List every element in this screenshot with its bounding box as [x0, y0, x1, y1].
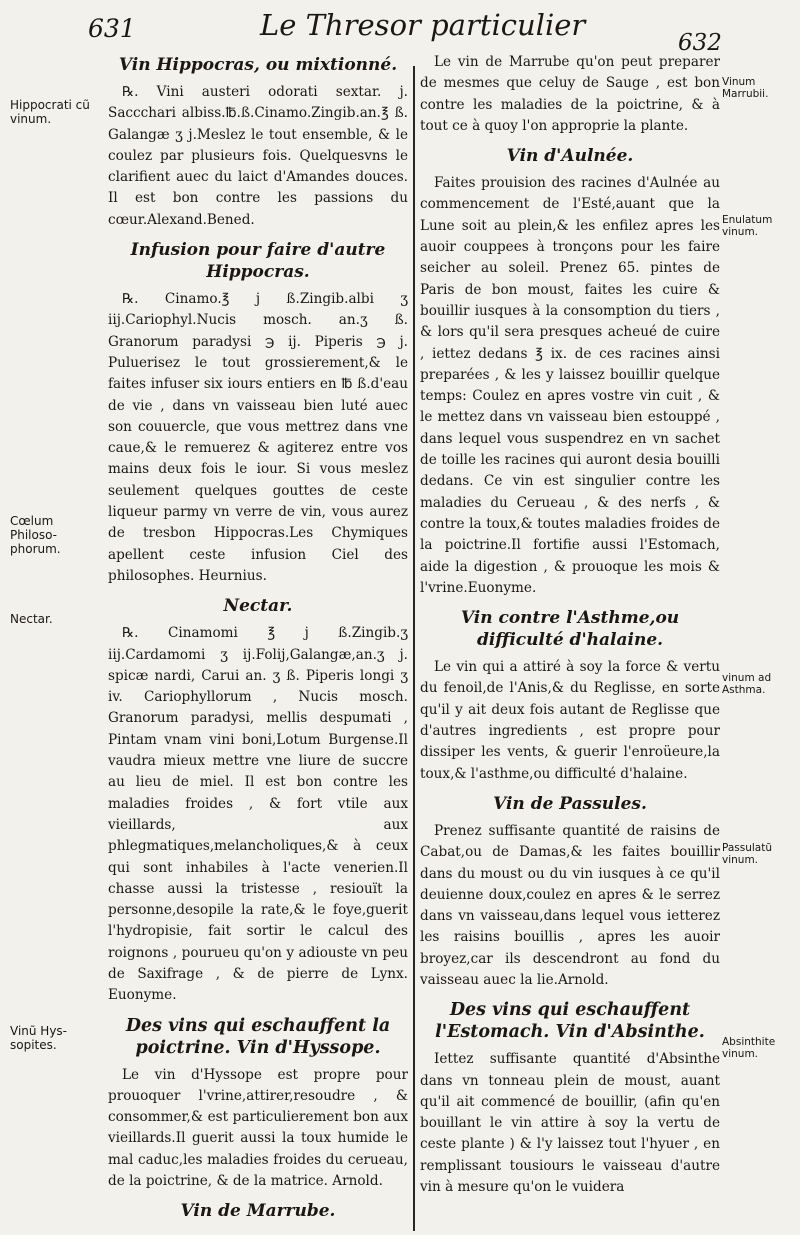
- heading-vins-poictrine: Des vins qui eschauffent la poictrine. Vin d'Hyssope.: [125, 1015, 391, 1058]
- paragraph-nectar: ℞. Cinamomi ℥ j ß.Zingib.ʒ iij.Cardamomi ʒ ij.Folij,Galangæ,an.ʒ j. spicæ nardi, Carui an. ʒ ß. Piperis longi ʒ iv. Cariophyllorum , Nucis mosch. Granorum paradysi, mellis despumati , Pintam vnam vini boni,Lotum Burgense.Il vaudra mieux mettre vne liure de succre au lieu de miel. Il est bon contre les maladies froides , & fort vtile aux vieillards, aux phlegmatiques,melancholiques,& à ceux qui sont inhabiles à l'acte venerien.Il chasse aussi la tristesse , resiouït la personne,desopile la rate,& le foye,guerit l'hydropisie, fait sortir le calcul des roignons , pourueu qu'on y adiouste vn peu de Saxifrage , & de pierre de Lynx. Euonyme.: [108, 625, 408, 1004]
- paragraph-infusion: ℞. Cinamo.℥ j ß.Zingib.albi ʒ iij.Cariophyl.Nucis mosch. an.ʒ ß. Granorum paradysi ℈ ij. Piperis ℈ j. Puluerisez le tout grossierement,& le faites infuser six iours entiers en ℔ ß.d'eau de vie , dans vn vaisseau bien luté auec son couuercle, que vous mettrez dans vne caue,& le remuerez & agiterez entre vos mains deux fois le iour. Si vous meslez seulement quelques gouttes de ceste liqueur parmy vn verre de vin, vous aurez de tresbon Hippocras.Les Chymiques apellent ceste infusion Ciel des philosophes. Heurnius.: [108, 291, 408, 584]
- right-column: [420, 52, 720, 1206]
- column-divider: [413, 66, 415, 1231]
- running-title: Le Thresor particulier: [260, 8, 586, 42]
- paragraph-hyssope: Le vin d'Hyssope est propre pour prouoquer l'vrine,attirer,resoudre , & consommer,& est particulierement bon aux vieillards.Il guerit aussi la toux humide le mal caduc,les maladies froides du cerueau, de la poictrine, & de la matrice. Arnold.: [108, 1066, 408, 1190]
- margin-note-passules: Passulatũ vinum.: [722, 842, 773, 866]
- heading-passules: Vin de Passules.: [493, 793, 647, 814]
- heading-infusion: Infusion pour faire d'autre Hippocras.: [130, 240, 386, 283]
- left-page-number: 631: [88, 14, 136, 43]
- heading-marrube: Vin de Marrube.: [180, 1201, 336, 1222]
- heading-hippocras: Vin Hippocras, ou mixtionné.: [118, 55, 398, 75]
- margin-note-hyssope: Vinũ Hys-sopites.: [10, 1024, 68, 1052]
- margin-note-aulnee: Enulatum vinum.: [722, 214, 773, 238]
- paragraph-absinthe: Iettez suffisante quantité d'Absinthe dans vn tonneau plein de moust, auant qu'il ait commencé de bouillir, (afin qu'en bouillant le vin attire à soy la vertu de ceste plante ) & l'y laissez tout l'hyuer , en remplissant tousiours le vaisseau d'autre vin à mesure qu'on le vuidera: [420, 1051, 720, 1196]
- margin-note-hippocras: Hippocrati cũ vinum.: [10, 98, 90, 126]
- right-page-number: 632: [678, 30, 722, 56]
- paragraph-marrube: Le vin de Marrube qu'on peut preparer de mesmes que celuy de Sauge , est bon contre les maladies de la poictrine, & à tout ce à quoy l'on approprie la plante.: [420, 54, 720, 134]
- heading-aulnee: Vin d'Aulnée.: [506, 146, 634, 167]
- paragraph-hippocras: ℞. Vini austeri odorati sextar. j. Saccchari albiss.℔.ß.Cinamo.Zingib.an.℥ ß. Galangæ ʒ j.Meslez le tout ensemble, & le coulez par plusieurs fois. Quelquesvns le clarifient auec du laict d'Amandes douces. Il est bon contre les passions du cœur.Alexand.Bened.: [108, 84, 408, 228]
- heading-asthme: Vin contre l'Asthme,ou difficulté d'halaine.: [460, 608, 680, 651]
- paragraph-aulnee: Faites prouision des racines d'Aulnée au commencement de l'Esté,auant que la Lune soit au plein,& les enfilez apres les auoir couppees à tronçons pour les faire seicher au soleil. Prenez 65. pintes de Paris de bon moust, faites les cuire & bouillir iusques à la consomption du tiers , & lors qu'il sera presques acheué de cuire , iettez dedans ℥ ix. de ces racines ainsi preparées , & les y laissez bouillir quelque temps: Coulez en apres vostre vin cuit , & le mettez dans vn vaisseau bien estouppé , dans lequel vous suspendrez en vn sachet de toille les racines qui auront desia bouilli dedans. Ce vin est singulier contre les maladies du Cerueau , & des nerfs , & contre la toux,& toutes maladies froides de la poictrine.Il fortifie aussi l'Estomach, aide la digestion , & prouoque les mois & l'vrine.Euonyme.: [420, 175, 720, 596]
- margin-note-asthme: vinum ad Asthma.: [722, 672, 772, 696]
- heading-vins-estomach: Des vins qui eschauffent l'Estomach. Vin d'Absinthe.: [435, 1000, 705, 1043]
- margin-note-nectar: Nectar.: [10, 612, 53, 626]
- paragraph-asthme: Le vin qui a attiré à soy la force & vertu du fenoil,de l'Anis,& du Reglisse, en sorte qu'il y ait deux fois autant de Reglisse que d'autres ingredients , est propre pour dissiper les vents, & guerir l'enroüeure,la toux,& l'asthme,ou difficulté d'halaine.: [420, 659, 720, 782]
- margin-note-marrube: Vinum Marrubii.: [722, 76, 769, 100]
- margin-note-absinthe: Absinthite vinum.: [722, 1036, 776, 1060]
- left-column: [108, 52, 408, 1228]
- paragraph-passules: Prenez suffisante quantité de raisins de Cabat,ou de Damas,& les faites bouillir dans du moust ou du vin iusques à ce qu'il deuienne doux,coulez en apres & le serrez dans vn vaisseau,dans lequel vous ietterez les raisins bouillis , apres les auoir broyez,car ils descendront au fond du vaisseau auec la lie.Arnold.: [420, 822, 720, 988]
- page-header: [0, 0, 800, 56]
- heading-nectar: Nectar.: [223, 596, 293, 617]
- margin-note-coelum: Cœlum Philoso-phorum.: [10, 514, 61, 556]
